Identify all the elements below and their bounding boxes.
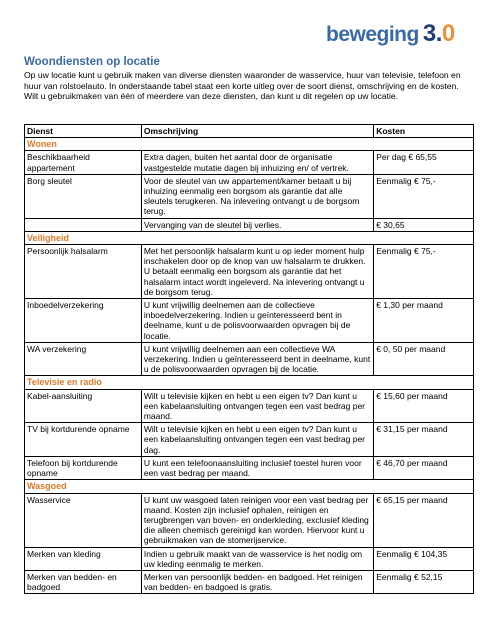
cell-kosten: € 30,65	[374, 218, 474, 231]
section-heading: Wonen	[25, 138, 474, 151]
cell-omschrijving: Extra dagen, buiten het aantal door de organisatie vastgestelde mutatie dagen bij inhuizing en/ of vertrek.	[141, 151, 373, 174]
cell-kosten: € 15,60 per maand	[374, 389, 474, 423]
cell-dienst: Merken van kleding	[25, 547, 142, 570]
logo-word: beweging	[326, 23, 419, 46]
cell-kosten: € 0, 50 per maand	[374, 342, 474, 376]
cell-omschrijving: Indien u gebruik maakt van de wasservice is het nodig om uw kleding eenmalig te merken.	[141, 547, 373, 570]
cell-dienst: Wasservice	[25, 493, 142, 547]
table-row	[25, 174, 474, 218]
table-row	[25, 423, 474, 457]
table-row	[25, 493, 474, 547]
cell-dienst: TV bij kortdurende opname	[25, 423, 142, 457]
cell-omschrijving: U kunt vrijwillig deelnemen aan een collectieve WA verzekering. Indien u geïnteresseerd bent in deelname, kunt u de polisvoorwaarden opvragen bij de locatie.	[141, 342, 373, 376]
cell-dienst: WA verzekering	[25, 342, 142, 376]
cell-dienst: Persoonlijk halsalarm	[25, 245, 142, 299]
cell-omschrijving: Merken van persoonlijk bedden- en badgoed. Het reinigen van bedden- en badgoed is gratis.	[141, 570, 373, 593]
cell-kosten: € 1,30 per maand	[374, 299, 474, 343]
header-omschrijving: Omschrijving	[141, 125, 373, 138]
table-body	[25, 138, 474, 594]
cell-omschrijving: U kunt uw wasgoed laten reinigen voor een vast bedrag per maand. Kosten zijn inclusief ophalen, reinigen en terugbrengen van boven- en onderkleding, exclusief kleding die alleen chemisch gereinigd kan worden. Hiervoor kunt u gebruikmaken van de stomerijservice.	[141, 493, 373, 547]
table-row	[25, 218, 474, 231]
cell-kosten: € 31,15 per maand	[374, 423, 474, 457]
page-title: Woondiensten op locatie	[24, 56, 160, 68]
cell-omschrijving: Wilt u televisie kijken en hebt u een eigen tv? Dan kunt u een kabelaansluiting ontvangen tegen een vast bedrag per dag.	[141, 423, 373, 457]
cell-dienst: Merken van bedden- en badgoed	[25, 570, 142, 593]
section-row	[25, 138, 474, 151]
table-row	[25, 547, 474, 570]
header-dienst: Dienst	[25, 125, 142, 138]
cell-omschrijving: Wilt u televisie kijken en hebt u een eigen tv? Dan kunt u een kabelaansluiting ontvangen tegen een vast bedrag per maand.	[141, 389, 373, 423]
section-row	[25, 376, 474, 389]
logo-digit-3: 3	[422, 20, 436, 47]
section-heading: Televisie en radio	[25, 376, 474, 389]
section-heading: Veiligheid	[25, 231, 474, 244]
table-row	[25, 299, 474, 343]
section-row	[25, 231, 474, 244]
logo-digit-0: 0	[441, 20, 455, 47]
header-kosten: Kosten	[374, 125, 474, 138]
cell-dienst: Kabel-aansluiting	[25, 389, 142, 423]
cell-omschrijving: Met het persoonlijk halsalarm kunt u op ieder moment hulp inschakelen door op de knop van uw halsalarm te drukken. U betaalt eenmalig een borgsom als garantie dat het halsalarm intact wordt ingeleverd. Na inlevering ontvangt u de borgsom terug.	[141, 245, 373, 299]
cell-omschrijving: Voor de sleutel van uw appartement/kamer betaalt u bij inhuizing eenmalig een borgsom als garantie dat alle sleutels terugkeren. Na inlevering ontvangt u de borgsom terug.	[141, 174, 373, 218]
table-row	[25, 456, 474, 479]
cell-kosten: € 65,15 per maand	[374, 493, 474, 547]
cell-kosten: Eenmalig € 75,-	[374, 174, 474, 218]
logo-dot: .	[435, 20, 442, 47]
logo-number	[423, 20, 455, 48]
cell-dienst: Inboedelverzekering	[25, 299, 142, 343]
brand-logo	[326, 20, 455, 50]
cell-dienst	[25, 218, 142, 231]
table-row	[25, 245, 474, 299]
cell-dienst: Telefoon bij kortdurende opname	[25, 456, 142, 479]
table-row	[25, 151, 474, 174]
section-row	[25, 480, 474, 493]
services-table	[24, 124, 474, 594]
cell-dienst: Borg sleutel	[25, 174, 142, 218]
table-row	[25, 570, 474, 593]
table-header-row	[25, 125, 474, 138]
cell-dienst: Beschikbaarheid appartement	[25, 151, 142, 174]
cell-omschrijving: U kunt vrijwillig deelnemen aan de collectieve inboedelverzekering. Indien u geïnteresseerd bent in deelname, kunt u de polisvoorwaarden opvragen bij de locatie.	[141, 299, 373, 343]
cell-kosten: Per dag € 65,55	[374, 151, 474, 174]
section-heading: Wasgoed	[25, 480, 474, 493]
table-row	[25, 389, 474, 423]
cell-omschrijving: U kunt een telefoonaansluiting inclusief toestel huren voor een vast bedrag per maand.	[141, 456, 373, 479]
cell-omschrijving: Vervanging van de sleutel bij verlies.	[141, 218, 373, 231]
cell-kosten: € 46,70 per maand	[374, 456, 474, 479]
cell-kosten: Eenmalig € 75,-	[374, 245, 474, 299]
table-row	[25, 342, 474, 376]
cell-kosten: Eenmalig € 52,15	[374, 570, 474, 593]
cell-kosten: Eenmalig € 104,35	[374, 547, 474, 570]
intro-paragraph: Op uw locatie kunt u gebruik maken van diverse diensten waaronder de wasservice, huur van televisie, telefoon en huur van rolstoelauto. In onderstaande tabel staat een korte uitleg over de soort dienst, omschrijving en de kosten. Wilt u gebruikmaken van één of meerdere van deze diensten, dan kunt u dit regelen op uw locatie.	[24, 70, 461, 102]
